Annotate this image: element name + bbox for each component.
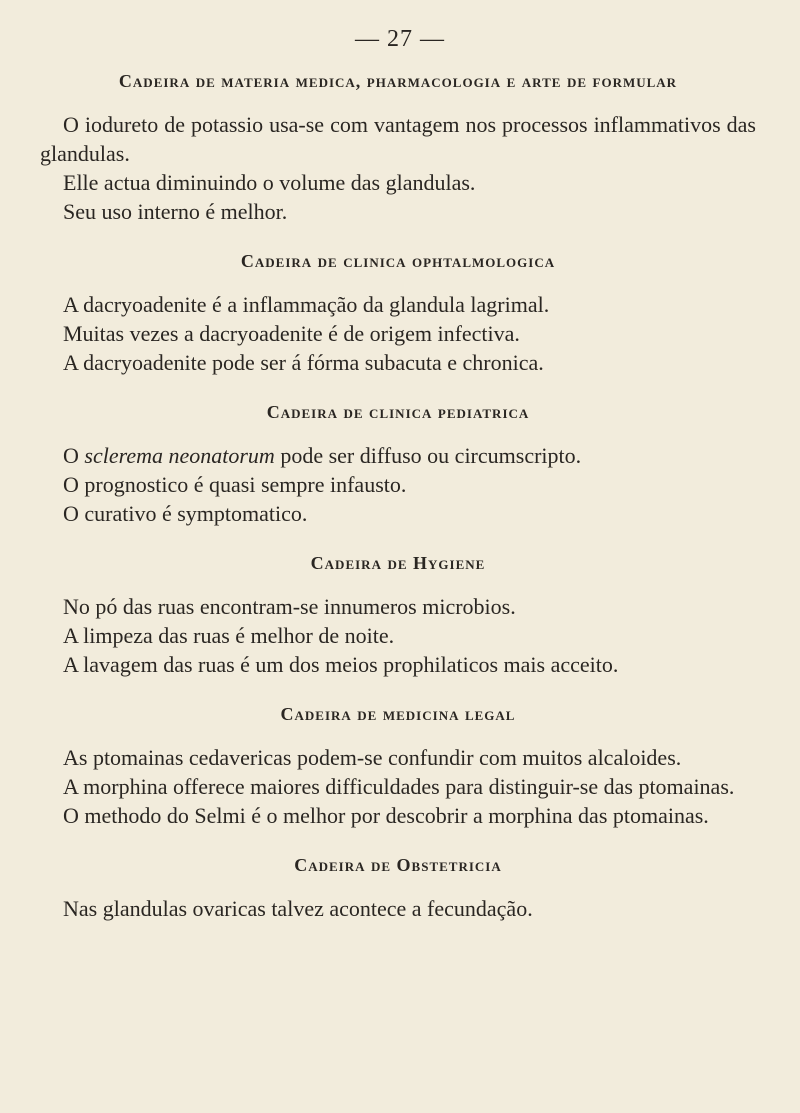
paragraph-suffix: pode ser diffuso ou circumscripto. xyxy=(280,443,582,468)
section-obstetricia xyxy=(40,854,756,923)
section-ophtalmologica xyxy=(40,250,756,377)
paragraph: Seu uso interno é melhor. xyxy=(63,199,288,224)
section-heading: Cadeira de clinica ophtalmologica xyxy=(240,251,556,271)
paragraph: O curativo é symptomatico. xyxy=(63,501,308,526)
section-heading: Cadeira de materia medica, pharmacologia e arte de formular xyxy=(118,71,678,91)
paragraph: As ptomainas cedavericas podem-se confundir com muitos alcaloides. xyxy=(63,745,682,770)
paragraph: A dacryoadenite é a inflammação da glandula lagrimal. xyxy=(63,292,550,317)
section-medicina-legal xyxy=(40,703,756,830)
paragraph: Muitas vezes a dacryoadenite é de origem infectiva. xyxy=(63,321,520,346)
section-materia-medica xyxy=(40,70,756,226)
page-number: — 27 — xyxy=(355,26,445,52)
section-heading: Cadeira de Hygiene xyxy=(310,553,486,573)
paragraph: O prognostico é quasi sempre infausto. xyxy=(63,472,407,497)
paragraph: No pó das ruas encontram-se innumeros microbios. xyxy=(63,594,516,619)
section-heading: Cadeira de clinica pediatrica xyxy=(266,402,530,422)
paragraph xyxy=(40,441,756,470)
paragraph-prefix: O xyxy=(63,443,79,468)
page-content xyxy=(40,70,756,923)
section-pediatrica xyxy=(40,401,756,528)
paragraph: O methodo do Selmi é o melhor por descobrir a morphina das ptomainas. xyxy=(63,803,709,828)
paragraph: A dacryoadenite pode ser á fórma subacuta e chronica. xyxy=(63,350,544,375)
paragraph: A lavagem das ruas é um dos meios prophilaticos mais acceito. xyxy=(63,652,619,677)
paragraph: O iodureto de potassio usa-se com vantagem nos processos inflammativos das glandulas. xyxy=(40,112,756,166)
italic-term: sclerema neonatorum xyxy=(84,443,275,468)
paragraph: A morphina offerece maiores difficuldades para distinguir-se das ptomainas. xyxy=(63,774,735,799)
paragraph: A limpeza das ruas é melhor de noite. xyxy=(63,623,395,648)
paragraph: Nas glandulas ovaricas talvez acontece a fecundação. xyxy=(63,896,533,921)
paragraph: Elle actua diminuindo o volume das glandulas. xyxy=(63,170,476,195)
section-hygiene xyxy=(40,552,756,679)
section-heading: Cadeira de Obstetricia xyxy=(294,855,502,875)
section-heading: Cadeira de medicina legal xyxy=(280,704,516,724)
